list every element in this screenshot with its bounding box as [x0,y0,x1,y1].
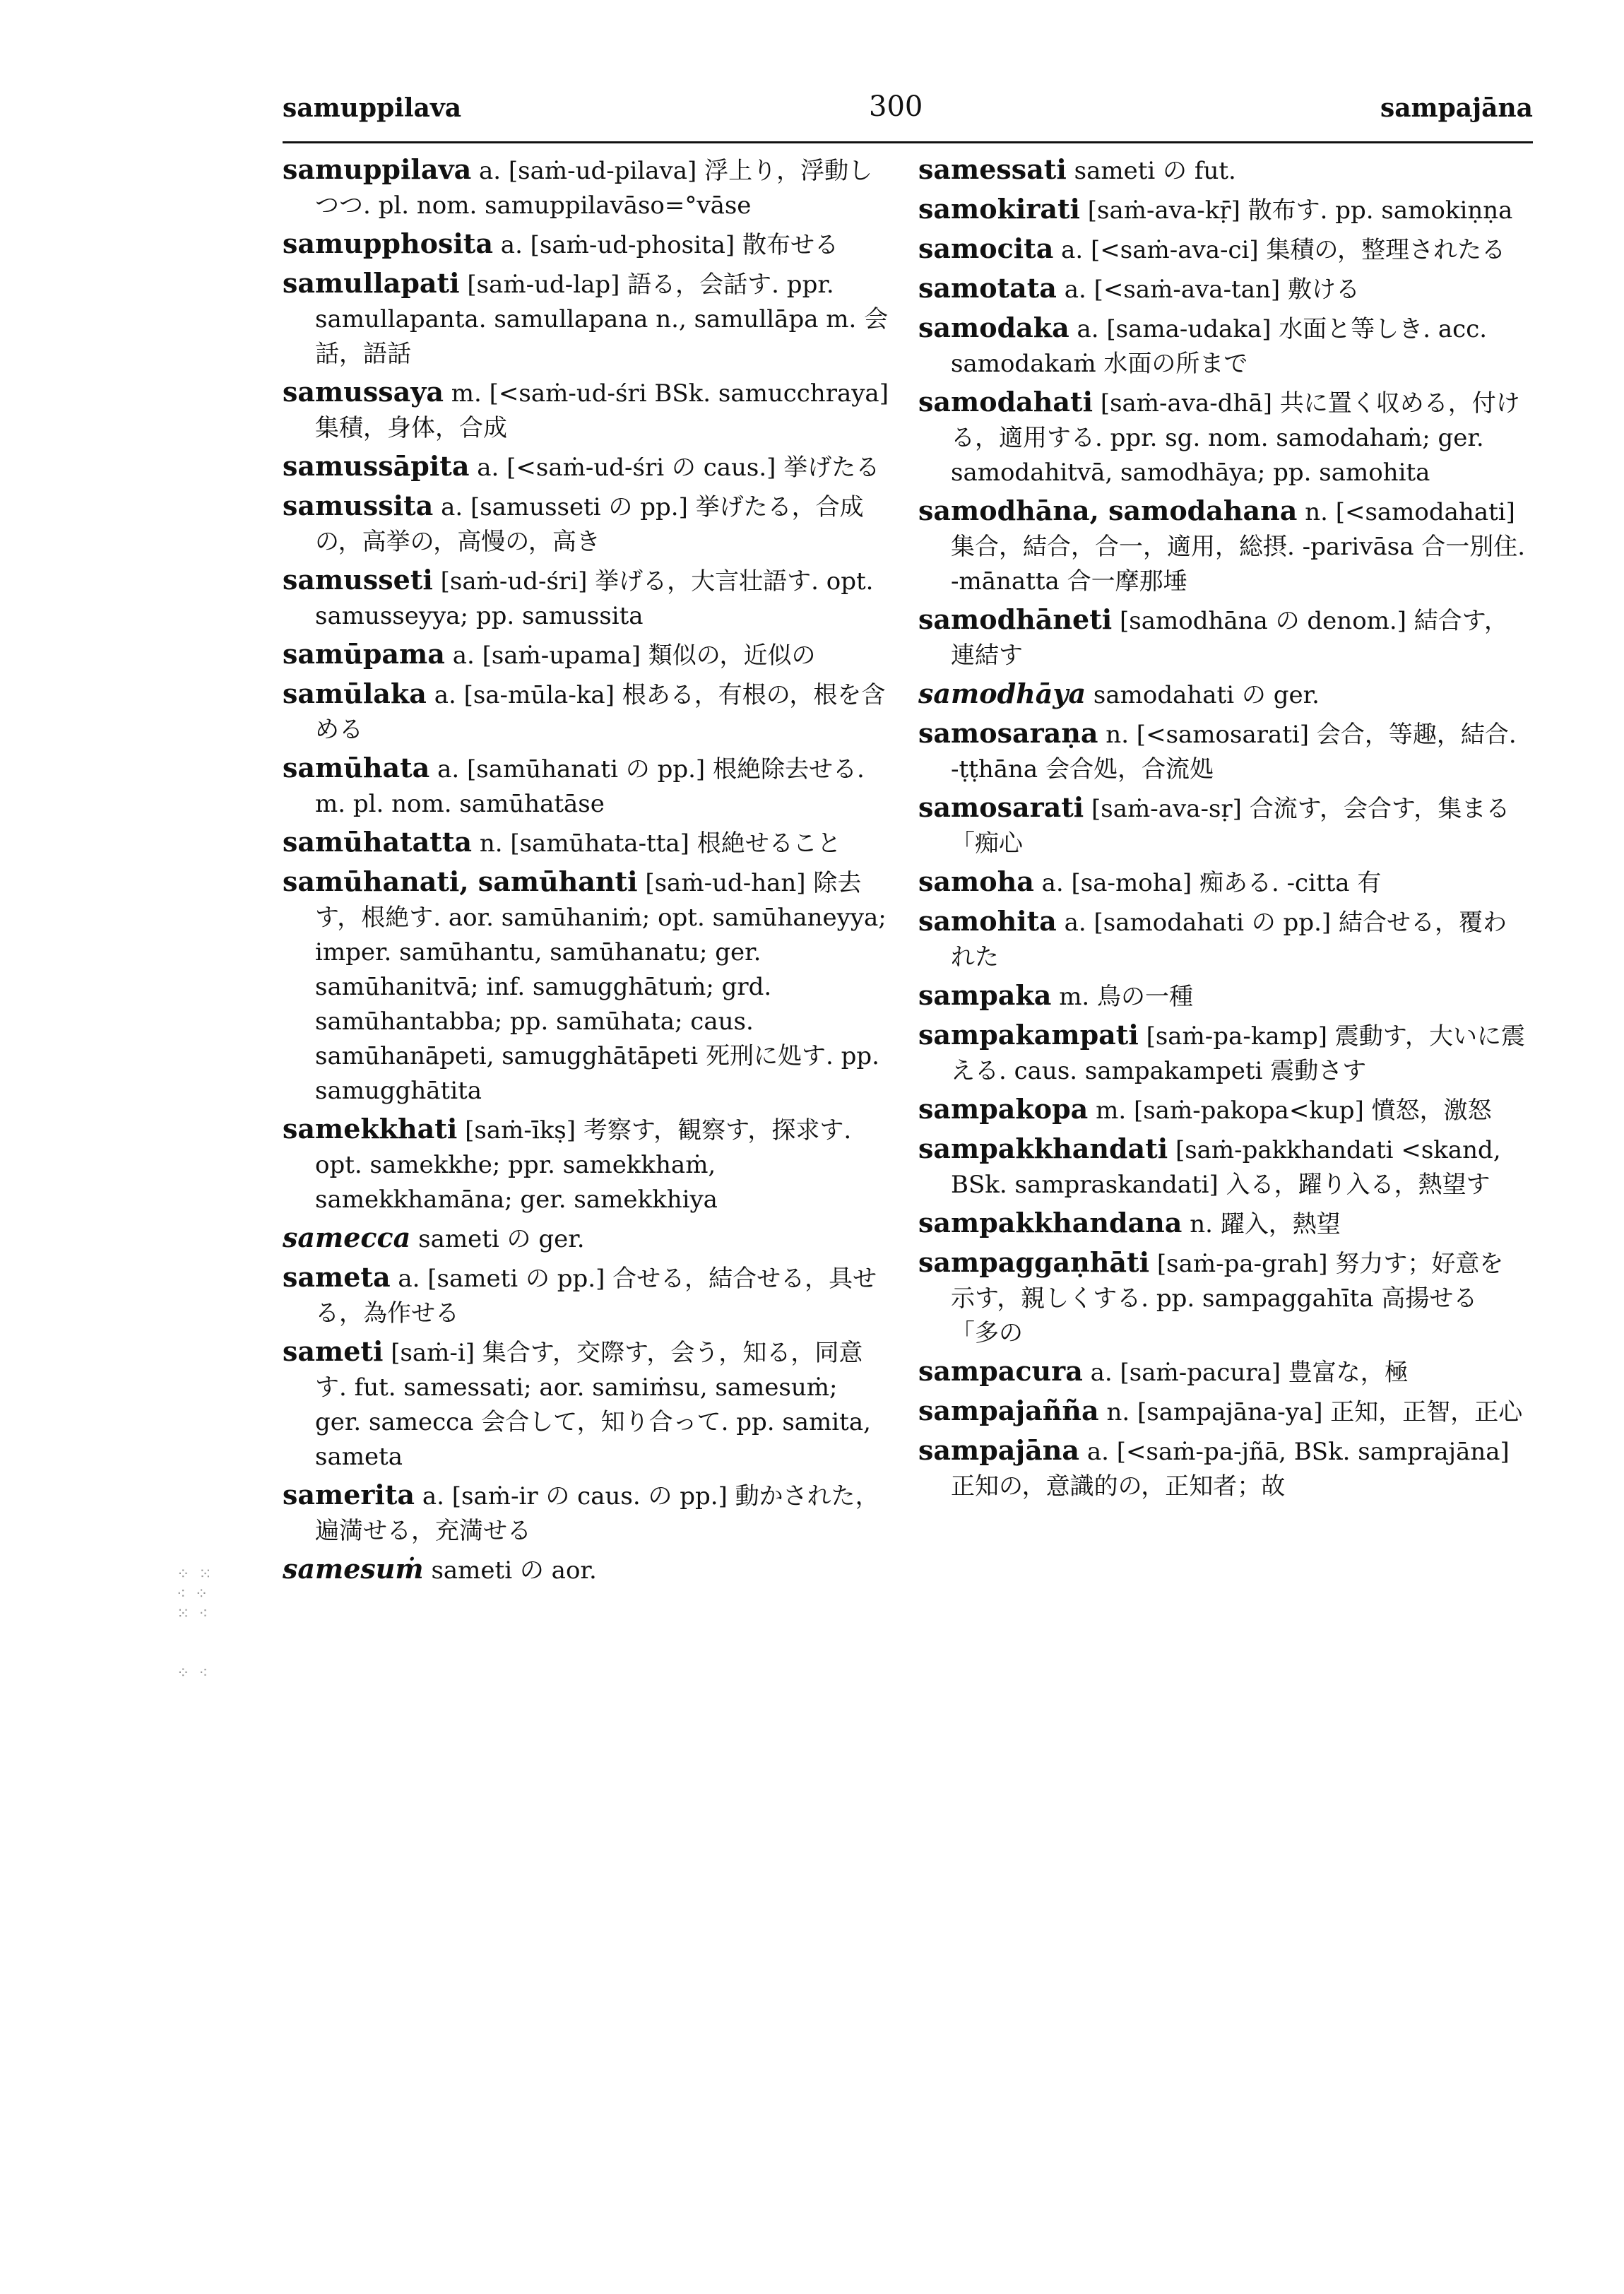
entry-definition: a. [<saṁ-ud-śri の caus.] 挙げたる [477,454,880,482]
entry-headword: samūhatatta [283,826,473,858]
entry-definition: a. [samusseti の pp.] 挙げたる，合成の，高挙の，高慢の，高き [315,493,864,556]
entry-definition: a. [saṁ-ir の caus. の pp.] 動かされた，遍満せる，充満せる [315,1482,879,1545]
entry-definition: a. [saṁ-ud-pilava] 浮上り，浮動しつつ. pl. nom. samuppilavāso=°vāse [315,157,873,220]
entry-headword: samessati [918,153,1067,185]
entry-definition: n. [sampajāna-ya] 正知，正智，正心 [1106,1398,1523,1426]
entry-definition: [saṁ-ava-kṝ] 散布す. pp. samokiṇṇa [1087,196,1513,225]
dictionary-entry [918,1433,1526,1504]
dictionary-entry [283,864,890,1108]
entry-headword: samupphosita [283,227,493,259]
entry-headword: samocita [918,232,1054,264]
dictionary-entry [918,231,1526,268]
dictionary-entry [918,790,1526,861]
entry-headword: sampaka [918,979,1052,1011]
dictionary-entry [283,750,890,822]
entry-headword: samussāpita [283,450,470,482]
entry-definition: a. [<saṁ-ava-tan] 敷ける [1064,276,1360,304]
page-smudge: ⁘ ⁙ ⁖ ⁘ ⁙ ⁖ ⁘ ⁖ [177,1566,214,1682]
entry-headword: sampajañña [918,1395,1099,1426]
entry-headword: samecca [283,1222,411,1253]
entry-definition: n. [<samosarati] 会合，等趣，結合. -ṭṭhāna 会合処，合流処 [951,721,1517,784]
right-column [918,152,1526,2229]
dictionary-entry [918,310,1526,382]
entry-headword: samūhanati, samūhanti [283,865,638,897]
entry-headword: sampaggaṇhāti [918,1246,1150,1278]
entry-definition: sameti の fut. [1074,157,1236,185]
entry-definition: samodahati の ger. [1093,681,1320,709]
dictionary-entry [918,904,1526,975]
dictionary-entry [283,1334,890,1474]
entry-headword: sampakkhandati [918,1133,1168,1164]
dictionary-entry [918,384,1526,490]
entry-headword: sameta [283,1261,391,1293]
dictionary-entry [283,1477,890,1549]
entry-headword: samūpama [283,638,445,670]
entry-headword: samodhāneti [918,603,1113,635]
dictionary-entry [918,1092,1526,1128]
dictionary-entry [918,1131,1526,1202]
entry-definition: a. [<saṁ-ava-ci] 集積の，整理されたる [1061,236,1506,264]
entry-headword: samodahati [918,386,1093,418]
entry-headword: samodhāna, samodahana [918,495,1298,526]
entry-headword: samodaka [918,312,1069,343]
dictionary-entry [918,716,1526,787]
entry-definition: [saṁ-īkṣ] 考察す，観察す，探求す. opt. samekkhe; ppr. samekkhaṁ, samekkhamāna; ger. samekkhiya [315,1116,852,1214]
entry-definition: n. 躍入，熱望 [1190,1210,1341,1238]
entry-definition: a. [<saṁ-pa-jñā, BSk. samprajāna] 正知の，意識的の，正知者；故 [951,1438,1510,1501]
entry-headword: sampakampati [918,1019,1139,1051]
dictionary-entry [918,1354,1526,1390]
entry-definition: [saṁ-pa-grah] 努力す；好意を示す，親しくする. pp. sampaggahīta 高揚せる 「多の [951,1250,1504,1347]
entry-definition: a. [sa-moha] 痴ある. -citta 有 [1041,869,1382,897]
page-header [283,90,1533,143]
dictionary-entry [283,1260,890,1331]
dictionary-entry [283,562,890,634]
entry-definition: [samodhāna の denom.] 結合す，連結す [951,607,1509,670]
dictionary-entry [283,1111,890,1217]
dictionary-entry [283,449,890,485]
entry-headword: sampacura [918,1355,1083,1387]
left-column [283,152,890,2229]
dictionary-entry [918,1393,1526,1430]
entry-headword: samussaya [283,376,444,408]
entry-headword: samerita [283,1479,415,1510]
entry-headword: samotata [918,272,1057,304]
entry-definition: a. [saṁ-ud-phosita] 散布せる [500,231,839,259]
entry-definition: a. [sama-udaka] 水面と等しき. acc. samodakaṁ 水面の所まで [951,315,1488,378]
entry-headword: samokirati [918,193,1080,225]
page-number: 300 [869,90,923,123]
entry-definition: [saṁ-ud-han] 除去す，根絶す. aor. samūhaniṁ; opt. samūhaneyya; imper. samūhantu, samūhanatu; ger. samūhanitvā; inf. samugghātuṁ; grd. samūhantabba; pp. samūhata; caus. samūhanāpeti, samugghātāpeti 死刑に処す. pp. samugghātita [315,869,887,1105]
entry-definition: [saṁ-pa-kamp] 震動す，大いに震える. caus. sampakampeti 震動さす [951,1022,1526,1085]
dictionary-entry [918,191,1526,228]
entry-definition: a. [sa-mūla-ka] 根ある，有根の，根を含める [315,681,886,744]
entry-headword: samosarati [918,791,1084,823]
dictionary-entry [918,493,1526,599]
dictionary-entry [918,1245,1526,1351]
entry-definition: a. [sameti の pp.] 合せる，結合せる，具せる，為作せる [315,1265,877,1328]
dictionary-entry [918,271,1526,307]
entry-headword: samohita [918,905,1057,937]
entry-definition: n. [samūhata-tta] 根絶せること [479,829,841,858]
entry-headword: sampajāna [918,1434,1080,1466]
entry-headword: sameti [283,1335,384,1367]
right-guide-word: sampajāna [1380,93,1533,123]
entry-definition: a. [samūhanati の pp.] 根絶除去せる. m. pl. nom. samūhatāse [315,755,865,818]
entry-headword: samūhata [283,752,430,784]
dictionary-entry [283,637,890,673]
dictionary-entry [283,1551,890,1588]
entry-headword: sampakopa [918,1093,1089,1125]
entry-definition: a. [saṁ-pacura] 豊富な，極 [1090,1359,1409,1387]
entry-headword: samesuṁ [283,1553,424,1585]
entry-headword: samussita [283,490,434,521]
entry-headword: sampakkhandana [918,1207,1183,1238]
dictionary-entry [918,676,1526,713]
dictionary-entry [283,676,890,747]
dictionary-entry [918,152,1526,189]
dictionary-entry [283,226,890,263]
entry-definition: m. [<saṁ-ud-śri BSk. samucchraya] 集積，身体，合成 [315,379,889,442]
entry-headword: samullapati [283,267,460,299]
entry-definition: m. 鳥の一種 [1059,983,1194,1011]
dictionary-entry [918,602,1526,673]
entry-headword: samusseti [283,564,433,596]
entry-definition: a. [samodahati の pp.] 結合せる，覆われた [951,909,1507,971]
entry-headword: samuppilava [283,153,472,185]
entry-definition: [saṁ-i] 集合す，交際す，会う，知る，同意す. fut. samessati; aor. samiṁsu, samesuṁ; ger. samecca 会合して，知り合って. pp. samita, sameta [315,1339,871,1471]
entry-definition: [saṁ-ud-lap] 語る，会話す. ppr. samullapanta. samullapana n., samullāpa m. 会話，語話 [315,271,889,368]
entry-definition: [saṁ-ud-śri] 挙げる，大言壮語す. opt. samusseyya; pp. samussita [315,567,874,630]
dictionary-entry [283,824,890,861]
entry-definition: a. [saṁ-upama] 類似の，近似の [452,642,816,670]
left-guide-word: samuppilava [283,93,462,123]
entry-definition: [saṁ-ava-sṛ] 合流す，会合す，集まる 「痴心 [951,795,1510,858]
dictionary-entry [283,488,890,560]
entry-definition: m. [saṁ-pakopa<kup] 憤怒，激怒 [1096,1096,1492,1125]
dictionary-entry [283,152,890,223]
dictionary-entry [283,266,890,372]
entry-definition: [saṁ-ava-dhā] 共に置く収める，付ける，適用する. ppr. sg. nom. samodahaṁ; ger. samodahitvā, samodhāya; pp. samohita [951,389,1520,487]
entry-headword: samosaraṇa [918,717,1098,749]
dictionary-entry [918,978,1526,1015]
entry-definition: n. [<samodahati] 集合，結合，合一，適用，総摂. -parivāsa 合一別住. -mānatta 合一摩那埵 [951,498,1526,596]
entry-headword: samekkhati [283,1113,458,1145]
entry-headword: samoha [918,865,1034,897]
entry-headword: samodhāya [918,678,1086,709]
dictionary-entry [918,864,1526,901]
dictionary-entry [918,1205,1526,1242]
dictionary-entry [283,1220,890,1257]
dictionary-entry [283,374,890,446]
entry-definition: sameti の ger. [418,1225,585,1253]
entry-definition: [saṁ-pakkhandati <skand, BSk. sampraskandati] 入る，躍り入る，熱望す [951,1136,1501,1199]
entry-definition: sameti の aor. [431,1556,597,1585]
dictionary-entry [918,1017,1526,1089]
entry-headword: samūlaka [283,678,427,709]
